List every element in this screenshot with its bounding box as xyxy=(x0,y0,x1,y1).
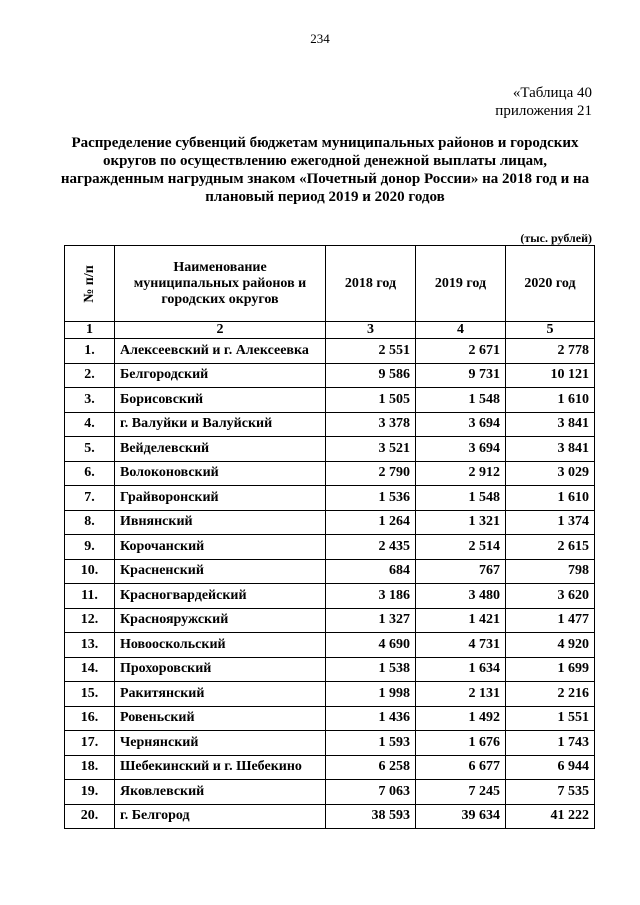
row-index-cell: 13. xyxy=(65,633,115,658)
district-name-cell: Новооскольский xyxy=(115,633,326,658)
value-2020-cell: 1 477 xyxy=(506,608,595,633)
table-row xyxy=(65,731,595,756)
value-2018-cell: 3 378 xyxy=(326,412,416,437)
value-2018-cell: 2 435 xyxy=(326,535,416,560)
row-index-cell: 16. xyxy=(65,706,115,731)
value-2020-cell: 1 374 xyxy=(506,510,595,535)
row-index-cell: 4. xyxy=(65,412,115,437)
district-name-cell: Белгородский xyxy=(115,363,326,388)
value-2018-cell: 4 690 xyxy=(326,633,416,658)
value-2020-cell: 41 222 xyxy=(506,804,595,829)
value-2018-cell: 1 264 xyxy=(326,510,416,535)
value-2020-cell: 1 699 xyxy=(506,657,595,682)
value-2019-cell: 1 676 xyxy=(416,731,506,756)
table-row xyxy=(65,339,595,364)
value-2018-cell: 6 258 xyxy=(326,755,416,780)
value-2020-cell: 798 xyxy=(506,559,595,584)
value-2020-cell: 2 778 xyxy=(506,339,595,364)
row-index-cell: 3. xyxy=(65,388,115,413)
document-title: Распределение субвенций бюджетам муниципальных районов и городских округов по осуществлению ежегодной денежной выплаты лицам, награжденным нагрудным знаком «Почетный донор России» на 2018 год и на плановый период 2019 и 2020 годов xyxy=(60,135,590,205)
table-row xyxy=(65,535,595,560)
page-number: 234 xyxy=(310,31,330,46)
table-body xyxy=(65,339,595,829)
row-index-cell: 10. xyxy=(65,559,115,584)
row-index-cell: 9. xyxy=(65,535,115,560)
value-2019-cell: 2 912 xyxy=(416,461,506,486)
row-index-cell: 17. xyxy=(65,731,115,756)
table-row xyxy=(65,584,595,609)
table-row xyxy=(65,412,595,437)
table-reference-line2: приложения 21 xyxy=(495,103,592,119)
value-2018-cell: 3 186 xyxy=(326,584,416,609)
table-row xyxy=(65,510,595,535)
value-2019-cell: 3 480 xyxy=(416,584,506,609)
table-row xyxy=(65,657,595,682)
header-cell-name: Наименование муниципальных районов и городских округов xyxy=(115,246,326,322)
district-name-cell: Красненский xyxy=(115,559,326,584)
value-2020-cell: 2 216 xyxy=(506,682,595,707)
district-name-cell: Ивнянский xyxy=(115,510,326,535)
value-2019-cell: 6 677 xyxy=(416,755,506,780)
district-name-cell: Волоконовский xyxy=(115,461,326,486)
table-row xyxy=(65,486,595,511)
value-2019-cell: 767 xyxy=(416,559,506,584)
row-index-cell: 2. xyxy=(65,363,115,388)
table-row xyxy=(65,461,595,486)
value-2019-cell: 9 731 xyxy=(416,363,506,388)
header-row xyxy=(65,246,595,322)
district-name-cell: Красногвардейский xyxy=(115,584,326,609)
table-row xyxy=(65,388,595,413)
value-2019-cell: 1 421 xyxy=(416,608,506,633)
value-2020-cell: 1 610 xyxy=(506,388,595,413)
row-index-cell: 15. xyxy=(65,682,115,707)
district-name-cell: г. Валуйки и Валуйский xyxy=(115,412,326,437)
value-2020-cell: 3 620 xyxy=(506,584,595,609)
value-2018-cell: 1 538 xyxy=(326,657,416,682)
table-row xyxy=(65,780,595,805)
value-2018-cell: 1 998 xyxy=(326,682,416,707)
row-index-cell: 8. xyxy=(65,510,115,535)
district-name-cell: Алексеевский и г. Алексеевка xyxy=(115,339,326,364)
value-2020-cell: 4 920 xyxy=(506,633,595,658)
district-name-cell: Яковлевский xyxy=(115,780,326,805)
value-2019-cell: 1 634 xyxy=(416,657,506,682)
district-name-cell: Прохоровский xyxy=(115,657,326,682)
table-row xyxy=(65,706,595,731)
value-2019-cell: 39 634 xyxy=(416,804,506,829)
header-cell-2020: 2020 год xyxy=(506,246,595,322)
value-2019-cell: 7 245 xyxy=(416,780,506,805)
row-index-cell: 6. xyxy=(65,461,115,486)
value-2020-cell: 2 615 xyxy=(506,535,595,560)
column-number-row xyxy=(65,322,595,339)
value-2020-cell: 1 743 xyxy=(506,731,595,756)
district-name-cell: Шебекинский и г. Шебекино xyxy=(115,755,326,780)
table-row xyxy=(65,804,595,829)
district-name-cell: Борисовский xyxy=(115,388,326,413)
value-2020-cell: 1 551 xyxy=(506,706,595,731)
row-index-cell: 20. xyxy=(65,804,115,829)
value-2019-cell: 1 548 xyxy=(416,388,506,413)
row-index-cell: 14. xyxy=(65,657,115,682)
row-index-cell: 5. xyxy=(65,437,115,462)
table-reference xyxy=(495,84,592,120)
value-2018-cell: 3 521 xyxy=(326,437,416,462)
district-name-cell: Корочанский xyxy=(115,535,326,560)
district-name-cell: Ракитянский xyxy=(115,682,326,707)
value-2019-cell: 1 548 xyxy=(416,486,506,511)
table-row xyxy=(65,608,595,633)
value-2018-cell: 2 790 xyxy=(326,461,416,486)
value-2020-cell: 6 944 xyxy=(506,755,595,780)
value-2018-cell: 2 551 xyxy=(326,339,416,364)
column-number: 2 xyxy=(115,322,326,339)
value-2018-cell: 7 063 xyxy=(326,780,416,805)
row-index-cell: 19. xyxy=(65,780,115,805)
column-number: 3 xyxy=(326,322,416,339)
district-name-cell: Ровеньский xyxy=(115,706,326,731)
table-row xyxy=(65,363,595,388)
value-2020-cell: 3 029 xyxy=(506,461,595,486)
row-index-cell: 1. xyxy=(65,339,115,364)
district-name-cell: Краснояружский xyxy=(115,608,326,633)
row-index-cell: 11. xyxy=(65,584,115,609)
row-index-cell: 12. xyxy=(65,608,115,633)
value-2018-cell: 1 327 xyxy=(326,608,416,633)
column-number: 4 xyxy=(416,322,506,339)
table-row xyxy=(65,437,595,462)
value-2020-cell: 3 841 xyxy=(506,412,595,437)
header-cell-2019: 2019 год xyxy=(416,246,506,322)
district-name-cell: Чернянский xyxy=(115,731,326,756)
value-2020-cell: 7 535 xyxy=(506,780,595,805)
table-row xyxy=(65,755,595,780)
value-2020-cell: 1 610 xyxy=(506,486,595,511)
value-2019-cell: 3 694 xyxy=(416,412,506,437)
value-2019-cell: 1 321 xyxy=(416,510,506,535)
subsidy-table xyxy=(64,245,595,829)
table-reference-line1: «Таблица 40 xyxy=(512,85,592,101)
table-row xyxy=(65,682,595,707)
value-2018-cell: 1 536 xyxy=(326,486,416,511)
value-2019-cell: 1 492 xyxy=(416,706,506,731)
value-2018-cell: 684 xyxy=(326,559,416,584)
value-2018-cell: 9 586 xyxy=(326,363,416,388)
row-index-cell: 7. xyxy=(65,486,115,511)
district-name-cell: Вейделевский xyxy=(115,437,326,462)
value-2020-cell: 10 121 xyxy=(506,363,595,388)
row-index-cell: 18. xyxy=(65,755,115,780)
value-2018-cell: 1 593 xyxy=(326,731,416,756)
value-2019-cell: 3 694 xyxy=(416,437,506,462)
value-2019-cell: 2 671 xyxy=(416,339,506,364)
table-row xyxy=(65,559,595,584)
value-2018-cell: 1 436 xyxy=(326,706,416,731)
district-name-cell: Грайворонский xyxy=(115,486,326,511)
header-cell-index: № п/п xyxy=(65,246,115,322)
value-2019-cell: 2 514 xyxy=(416,535,506,560)
value-2020-cell: 3 841 xyxy=(506,437,595,462)
value-2018-cell: 1 505 xyxy=(326,388,416,413)
table-row xyxy=(65,633,595,658)
units-label: (тыс. рублей) xyxy=(520,231,592,245)
value-2019-cell: 2 131 xyxy=(416,682,506,707)
district-name-cell: г. Белгород xyxy=(115,804,326,829)
column-number: 1 xyxy=(65,322,115,339)
value-2019-cell: 4 731 xyxy=(416,633,506,658)
column-number: 5 xyxy=(506,322,595,339)
header-cell-2018: 2018 год xyxy=(326,246,416,322)
value-2018-cell: 38 593 xyxy=(326,804,416,829)
